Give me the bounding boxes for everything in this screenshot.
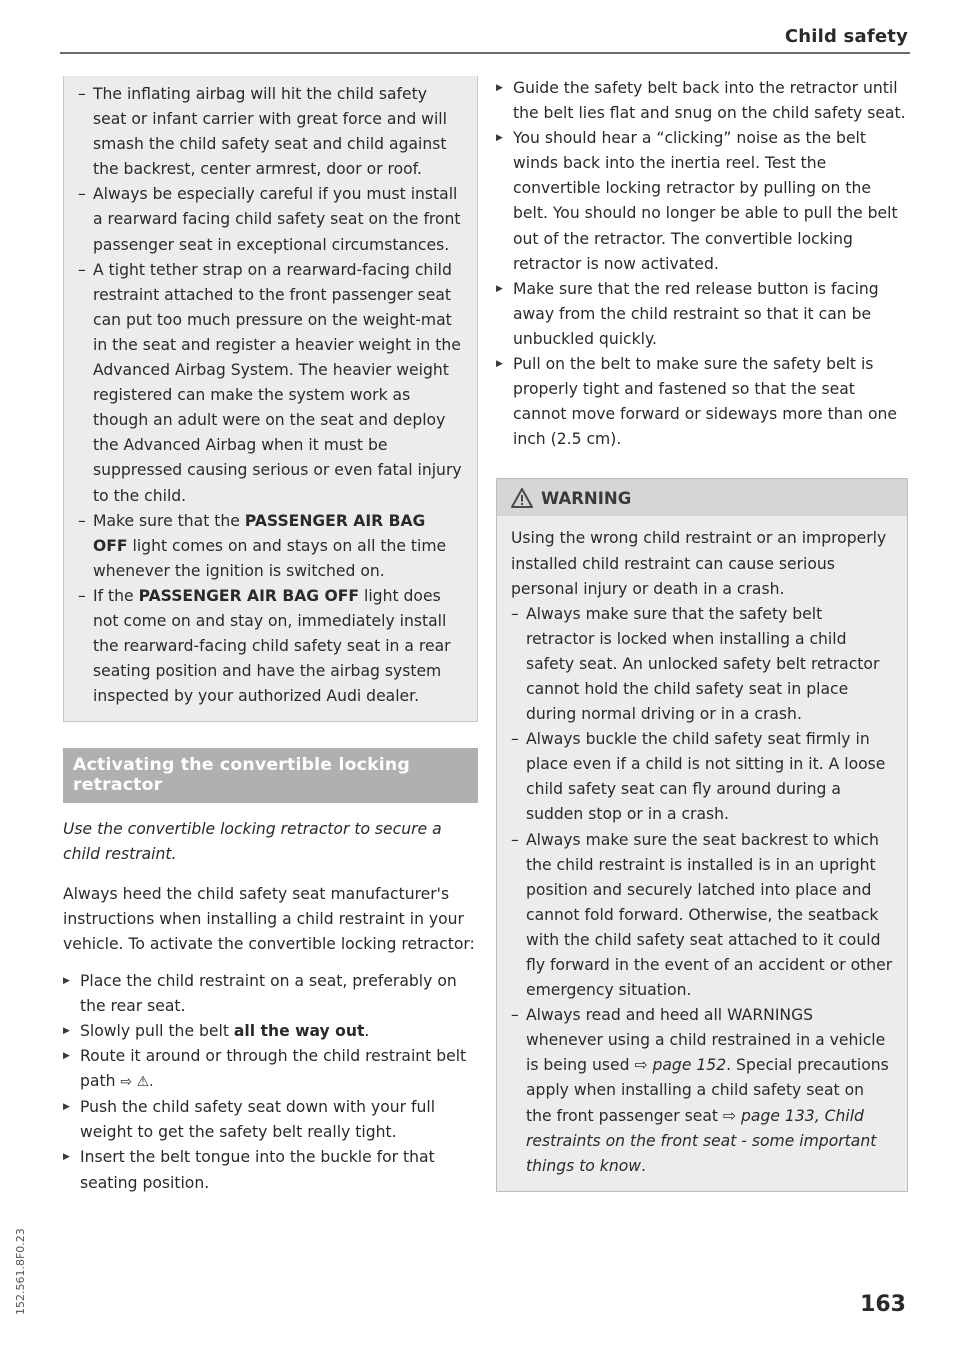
list-item: – If the PASSENGER AIR BAG OFF light does not come on and stay on, immediately install the rearward-facing child safety seat in a rear seating position and have the airbag system inspected by your authorized Audi dealer. (78, 584, 463, 709)
step-item: ▶ Push the child safety seat down with your full weight to get the safety belt really tight. (63, 1095, 478, 1145)
warning-body (497, 516, 907, 1190)
page-number: 163 (860, 1292, 906, 1317)
page-header-title: Child safety (784, 26, 908, 47)
list-item: – The inflating airbag will hit the child safety seat or infant carrier with great force and will smash the child safety seat and child against the backrest, center armrest, door or roof. (78, 82, 463, 182)
step-item: ▶ Route it around or through the child restraint belt path ⇨ ⚠. (63, 1044, 478, 1095)
page-reference-link[interactable]: ⇨ page 133, Child restraints on the front seat - some important things to know (526, 1106, 877, 1175)
continued-warning-box (63, 76, 478, 722)
warning-intro: Using the wrong child restraint or an improperly installed child restraint can cause serious personal injury or death in a crash. (511, 529, 887, 598)
page-reference-link[interactable]: ⇨ page 152 (634, 1056, 727, 1075)
step-item: ▶ Make sure that the red release button is facing away from the child restraint so that it can be unbuckled quickly. (496, 277, 908, 352)
list-item: – Always make sure the seat backrest to which the child restraint is installed is in an upright position and securely latched into place and cannot fold forward. Otherwise, the seatback with the child safety seat attached to it could fly forward in the event of an accident or other emergency situation. (511, 828, 893, 1004)
section-body: Always heed the child safety seat manufacturer's instructions when installing a child restraint in your vehicle. To activate the convertible locking retractor: (63, 884, 475, 953)
list-item: – Always make sure that the safety belt retractor is locked when installing a child safety seat. An unlocked safety belt retractor cannot hold the child safety seat in place during normal driving or in a crash. (511, 602, 893, 727)
warning-box (496, 478, 908, 1191)
list-item: – Make sure that the PASSENGER AIR BAG OFF light comes on and stays on all the time whenever the ignition is switched on. (78, 509, 463, 584)
right-column (496, 76, 908, 1192)
step-list (63, 969, 478, 1196)
left-column (63, 76, 478, 1196)
list-item: – A tight tether strap on a rearward-facing child restraint attached to the front passenger seat can put too much pressure on the weight-mat in the seat and register a heavier weight in the Advanced Airbag System. The heavier weight registered can make the system work as though an adult were on the seat and deploy the Advanced Airbag when it must be suppressed causing serious or even fatal injury to the child. (78, 258, 463, 509)
step-item: ▶ Place the child restraint on a seat, preferably on the rear seat. (63, 969, 478, 1019)
step-item: ▶ You should hear a “clicking” noise as the belt winds back into the inertia reel. Test the convertible locking retractor by pulling on the belt. You should no longer be able to pull the belt out of the retractor. The convertible locking retractor is now activated. (496, 126, 908, 277)
step-item: ▶ Pull on the belt to make sure the safety belt is properly tight and fastened so that the seat cannot move forward or sideways more than one inch (2.5 cm). (496, 352, 908, 452)
list-item: – Always be especially careful if you must install a rearward facing child safety seat on the front passenger seat in exceptional circumstances. (78, 182, 463, 257)
header-rule (60, 52, 910, 54)
section-intro: Use the convertible locking retractor to secure a child restraint. (63, 820, 442, 864)
document-code: 152.561.8F0.23 (14, 1228, 27, 1315)
warning-dash-list (78, 82, 463, 709)
step-list-continued (496, 76, 908, 452)
step-item: ▶ Insert the belt tongue into the buckle for that seating position. (63, 1145, 478, 1195)
step-item: ▶ Guide the safety belt back into the retractor until the belt lies flat and snug on the child safety seat. (496, 76, 908, 126)
warning-title: WARNING (541, 488, 632, 508)
step-item: ▶ Slowly pull the belt all the way out. (63, 1019, 478, 1044)
warning-header (497, 479, 907, 516)
warning-triangle-icon (511, 488, 533, 508)
section-heading: Activating the convertible locking retractor (63, 748, 478, 803)
warning-reference-link[interactable]: ⇨ ⚠. (120, 1074, 154, 1091)
list-item: – Always buckle the child safety seat firmly in place even if a child is not sitting in it. A loose child safety seat can fly around during a sudden stop or in a crash. (511, 727, 893, 827)
list-item: – Always read and heed all WARNINGS whenever using a child restrained in a vehicle is being used ⇨ page 152. Special precautions apply when installing a child safety seat on the front passenger seat ⇨ page 133, Child restraints on the front seat - some important things to know. (511, 1003, 893, 1179)
warning-items (511, 602, 893, 1179)
